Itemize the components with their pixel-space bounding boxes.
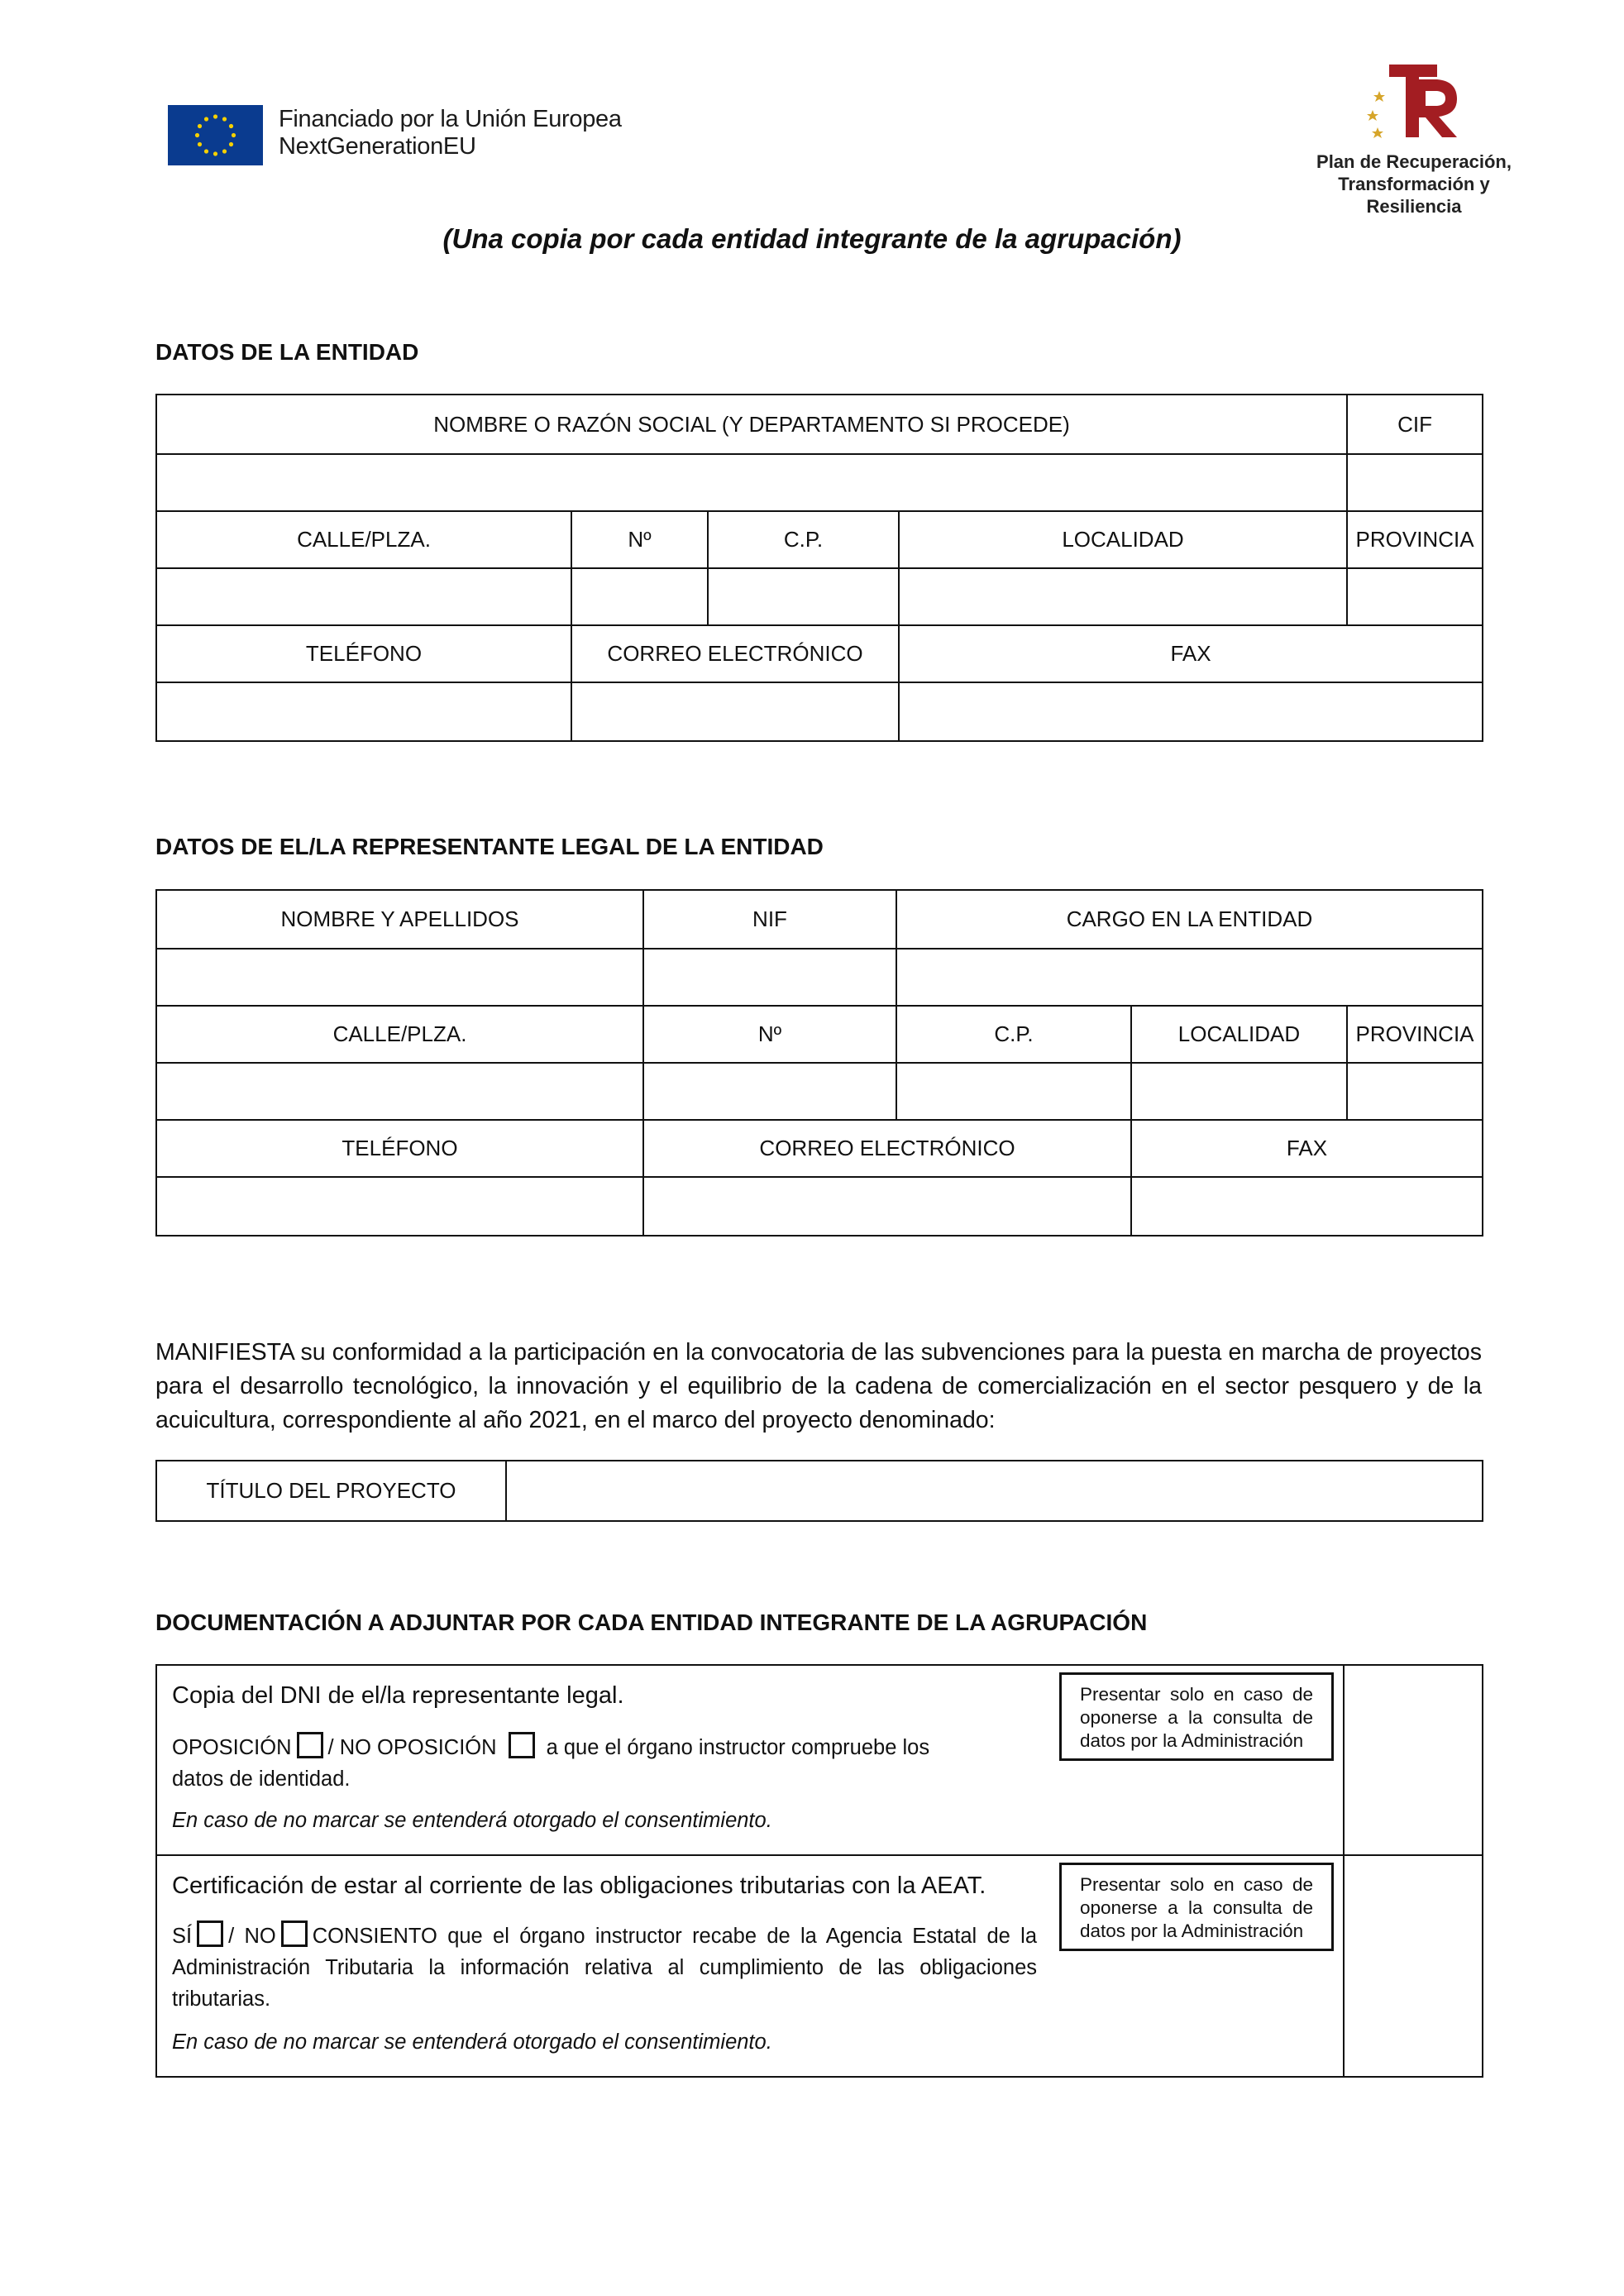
aeat-note: En caso de no marcar se entenderá otorgado el consentimiento. [172,2031,772,2054]
rep-localidad-header: LOCALIDAD [1131,1006,1347,1063]
entidad-cp-header: C.P. [708,511,899,568]
prtr-logo-block [1315,65,1513,218]
prtr-line3: Resiliencia [1366,196,1462,217]
prtr-line2: Transformación y [1338,174,1490,194]
aeat-side-note: Presentar solo en caso de oponerse a la consulta de datos por la Administración [1059,1863,1334,1951]
rep-correo-field[interactable] [643,1177,1131,1236]
entidad-correo-header: CORREO ELECTRÓNICO [571,625,899,682]
entidad-cif-header: CIF [1347,395,1483,454]
eu-stars-icon [168,105,263,165]
proyecto-title-label: TÍTULO DEL PROYECTO [156,1461,506,1521]
aeat-si-label: SÍ [172,1925,193,1948]
entidad-provincia-field[interactable] [1347,568,1483,625]
entidad-cif-field[interactable] [1347,454,1483,511]
rep-nif-field[interactable] [643,949,896,1006]
aeat-consent-text [172,1921,1037,2015]
rep-calle-header: CALLE/PLZA. [156,1006,643,1063]
dni-no-oposicion-checkbox[interactable] [509,1732,535,1758]
representante-section-title: DATOS DE EL/LA REPRESENTANTE LEGAL DE LA ENTIDAD [155,834,824,859]
entidad-provincia-header: PROVINCIA [1347,511,1483,568]
aeat-cell [156,1855,1344,2077]
eu-funding-line2: NextGenerationEU [279,133,476,160]
prtr-text [1315,151,1513,218]
rep-nombre-field[interactable] [156,949,643,1006]
rep-fax-field[interactable] [1131,1177,1483,1236]
rep-calle-field[interactable] [156,1063,643,1120]
aeat-no-checkbox[interactable] [281,1921,308,1947]
rep-nombre-header: NOMBRE Y APELLIDOS [156,890,643,949]
eu-funding-line1: Financiado por la Unión Europea [279,106,622,132]
entidad-fax-header: FAX [899,625,1483,682]
entidad-telefono-field[interactable] [156,682,571,741]
documentacion-table [155,1664,1483,2078]
rep-nif-header: NIF [643,890,896,949]
representante-table [155,889,1483,1236]
rep-cargo-header: CARGO EN LA ENTIDAD [896,890,1483,949]
entidad-num-header: Nº [571,511,708,568]
proyecto-table [155,1460,1483,1522]
entidad-localidad-field[interactable] [899,568,1347,625]
page-subtitle: (Una copia por cada entidad integrante de la agrupación) [442,223,1182,254]
rep-cp-header: C.P. [896,1006,1131,1063]
rep-provincia-field[interactable] [1347,1063,1483,1120]
entidad-fax-field[interactable] [899,682,1483,741]
entidad-nombre-field[interactable] [156,454,1347,511]
eu-flag-logo [168,105,263,165]
entidad-cp-field[interactable] [708,568,899,625]
rep-cp-field[interactable] [896,1063,1131,1120]
rep-fax-header: FAX [1131,1120,1483,1177]
dni-oposicion-label: OPOSICIÓN [172,1736,292,1759]
dni-attach-cell[interactable] [1344,1665,1483,1855]
dni-side-note: Presentar solo en caso de oponerse a la consulta de datos por la Administración [1059,1672,1334,1761]
aeat-si-checkbox[interactable] [197,1921,223,1947]
eu-funding-text [279,106,622,160]
proyecto-title-field[interactable] [506,1461,1483,1521]
rep-localidad-field[interactable] [1131,1063,1347,1120]
entidad-calle-field[interactable] [156,568,571,625]
aeat-attach-cell[interactable] [1344,1855,1483,2077]
manifiesta-paragraph: MANIFIESTA su conformidad a la participación en la convocatoria de las subvenciones para la puesta en marcha de proyectos para el desarrollo tecnológico, la innovación y el equilibrio de la cadena de comercialización en el sector pesquero y de la acuicultura, correspondiente al año 2021, en el marco del proyecto denominado: [155,1339,1482,1433]
dni-text-after: a que el órgano instructor compruebe los [546,1736,930,1759]
aeat-no-label: / NO [228,1925,276,1948]
rep-telefono-field[interactable] [156,1177,643,1236]
prtr-line1: Plan de Recuperación, [1316,151,1512,172]
dni-heading: Copia del DNI de el/la representante legal. [172,1682,624,1709]
dni-cell [156,1665,1344,1855]
entidad-correo-field[interactable] [571,682,899,741]
entidad-calle-header: CALLE/PLZA. [156,511,571,568]
dni-note: En caso de no marcar se entenderá otorgado el consentimiento. [172,1809,772,1832]
entidad-section-title: DATOS DE LA ENTIDAD [155,339,419,365]
rep-num-field[interactable] [643,1063,896,1120]
entidad-telefono-header: TELÉFONO [156,625,571,682]
dni-consent-text [172,1732,1048,1795]
rep-correo-header: CORREO ELECTRÓNICO [643,1120,1131,1177]
entidad-num-field[interactable] [571,568,708,625]
aeat-heading: Certificación de estar al corriente de las obligaciones tributarias con la AEAT. [172,1873,986,1899]
dni-oposicion-checkbox[interactable] [297,1732,323,1758]
rep-cargo-field[interactable] [896,949,1483,1006]
rep-num-header: Nº [643,1006,896,1063]
dni-no-oposicion-label: / NO OPOSICIÓN [327,1736,497,1759]
rep-telefono-header: TELÉFONO [156,1120,643,1177]
entidad-table [155,394,1483,742]
entidad-nombre-header: NOMBRE O RAZÓN SOCIAL (Y DEPARTAMENTO SI PROCEDE) [156,395,1347,454]
prtr-logo-icon [1315,65,1513,147]
aeat-consent-body: CONSIENTO que el órgano instructor recabe de la Agencia Estatal de la Administración Tributaria la información relativa al cumplimiento de las obligaciones tributarias. [172,1925,1037,2011]
rep-provincia-header: PROVINCIA [1347,1006,1483,1063]
documentacion-section-title: DOCUMENTACIÓN A ADJUNTAR POR CADA ENTIDAD INTEGRANTE DE LA AGRUPACIÓN [155,1610,1148,1635]
entidad-localidad-header: LOCALIDAD [899,511,1347,568]
dni-text-line2: datos de identidad. [172,1767,351,1791]
